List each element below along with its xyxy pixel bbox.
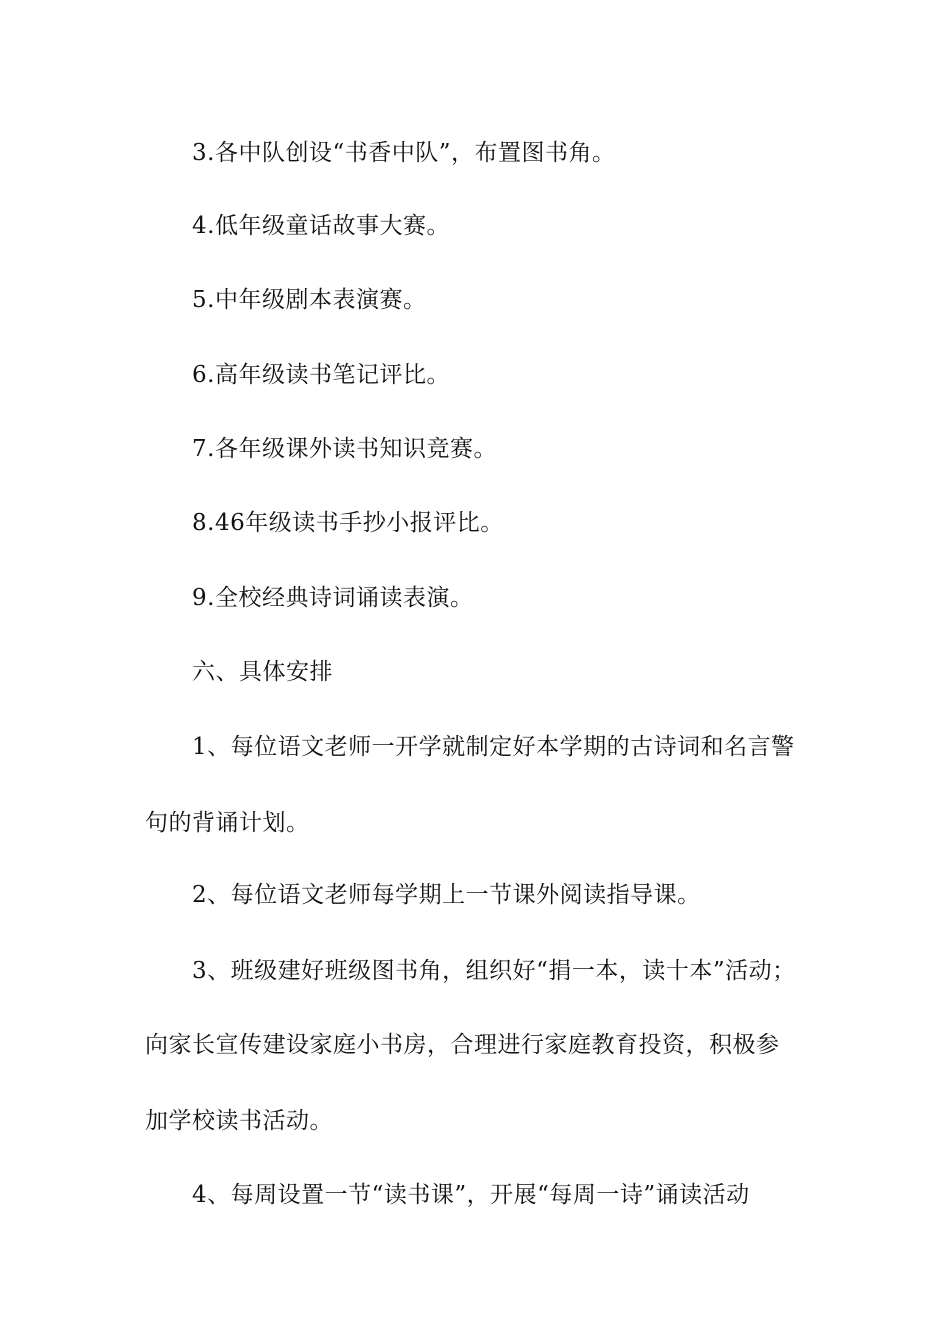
paragraph-1-line-1: 1、每位语文老师一开学就制定好本学期的古诗词和名言警 (192, 734, 795, 760)
list-item-7: 7.各年级课外读书知识竞赛。 (192, 436, 497, 462)
list-item-8: 8.46年级读书手抄小报评比。 (192, 510, 504, 536)
section-heading: 六、具体安排 (192, 659, 333, 685)
list-item-3: 3.各中队创设“书香中队”，布置图书角。 (192, 140, 616, 166)
paragraph-3-line-1: 3、班级建好班级图书角，组织好“捐一本，读十本”活动； (192, 958, 796, 984)
paragraph-4-line-1: 4、每周设置一节“读书课”，开展“每周一诗”诵读活动 (192, 1182, 750, 1208)
list-item-4: 4.低年级童话故事大赛。 (192, 213, 450, 239)
list-item-5: 5.中年级剧本表演赛。 (192, 287, 427, 313)
list-item-6: 6.高年级读书笔记评比。 (192, 362, 450, 388)
paragraph-2: 2、每位语文老师每学期上一节课外阅读指导课。 (192, 882, 701, 908)
list-item-9: 9.全校经典诗词诵读表演。 (192, 585, 474, 611)
paragraph-3-line-3: 加学校读书活动。 (145, 1108, 333, 1134)
paragraph-1-line-2: 句的背诵计划。 (145, 810, 310, 836)
paragraph-3-line-2: 向家长宣传建设家庭小书房，合理进行家庭教育投资，积极参 (145, 1032, 780, 1058)
